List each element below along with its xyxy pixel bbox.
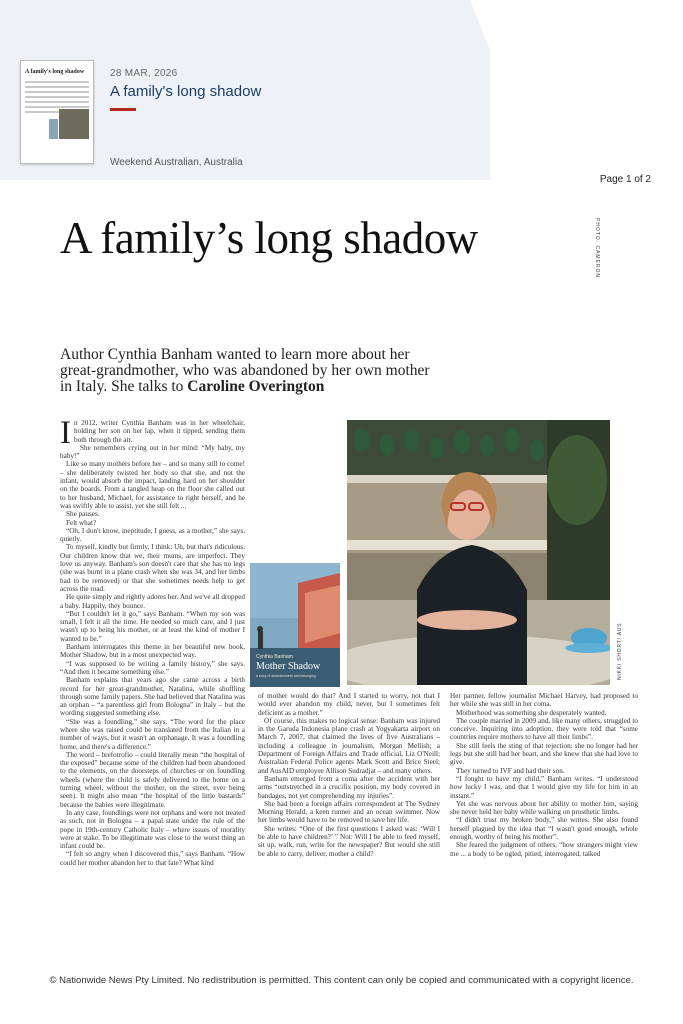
paragraph: “I didn't trust my broken body,” she writes. She also found herself plagued by the idea that “I wasn't good enough, whole enough, worthy of being his mother”.	[450, 816, 638, 842]
article-thumbnail[interactable]	[20, 60, 94, 164]
clipping-title[interactable]: A family's long shadow	[110, 83, 262, 100]
paragraph: “I fought to have my child,” Banham writes. “I understood how lucky I was, and that I would give my life for him in an instant.”	[450, 774, 638, 800]
paragraph: She feared the judgment of others, “how strangers might view me ... a body to be ogled, pitied, interrogated, talked	[450, 841, 638, 858]
paragraph: She remembers crying out in her mind: “My baby, my baby!”	[60, 443, 245, 461]
standfirst-text: Author Cynthia Banham wanted to learn more about her great-grandmother, who was abandoned by her own mother in Italy. She talks to	[60, 346, 430, 395]
paragraph: Banham emerged from a coma after the accident with her arms “outstretched in a crucifix position, my body covered in bandages, not yet comprehending my injuries”.	[258, 774, 440, 800]
byline: Caroline Overington	[187, 378, 325, 395]
paragraph: Her partner, fellow journalist Michael Harvey, had proposed to her while she was still in her coma.	[450, 692, 638, 709]
paragraph: “She was a foundling,” she says. “The word for the place where she was raised could be translated from the Italian in a number of ways, but it wasn't an orphanage. It was a foundling home, and there's a difference.”	[60, 717, 245, 751]
photo-credit-side: NIKKI SHORT/ AUS	[617, 622, 623, 680]
paragraph: Like so many mothers before her – and so many still to come! – she deliberately twisted her body so that she, and not the infant, would absorb the impact, landing hard on her shoulder on the boards. From a tangled heap on the floor she called out to her husband, Michael, for assistance to right herself, and he was swiftly able to assist, yet she still felt ...	[60, 460, 245, 510]
paragraph: She pauses.	[66, 510, 100, 519]
paragraph: He quite simply and rightly adores her. And we've all dropped a baby. Happily, they bounce.	[60, 593, 245, 610]
paragraph: She had been a foreign affairs correspondent at The Sydney Morning Herald, a keen runner and an ocean swimmer. Now her limbs would have to be removed to save her life.	[258, 799, 440, 825]
drop-cap: I	[60, 419, 71, 451]
standfirst	[60, 347, 440, 395]
book-cover	[250, 563, 340, 687]
paragraph: “But I couldn't let it go,” says Banham. “When my son was small, I felt it all the time. He needed so much care, and I just wasn't up to being his mother, or at least the kind of mother I wanted to be.”	[60, 609, 245, 643]
paragraph: Felt what?	[66, 518, 97, 527]
thumbnail-title: A family's long shadow	[25, 69, 85, 75]
paragraph: Motherhood was something she desperately wanted.	[456, 708, 607, 717]
paragraph: Of course, this makes no logical sense: Banham was injured in the Garuda Indonesia plane crash at Yogyakarta airport on March 7, 2007, that claimed the lives of five Australians – including a colleague in journalism, Morgan Mellish; a Department of Foreign Affairs and Trade official, Liz O'Neill; Australian Federal Police agents Mark Scott and Brice Steel; and AusAID employee Allison Sudradjat – and many others.	[258, 716, 440, 775]
thumbnail-book	[49, 119, 58, 139]
paragraph: n 2012, writer Cynthia Banham was in her wheelchair, holding her son on her lap, when it tipped, sending them both through the air.	[74, 419, 245, 444]
publication-date: 28 MAR, 2026	[110, 68, 178, 79]
article-headline: A family’s long shadow	[60, 213, 478, 263]
clipping-header	[0, 0, 683, 180]
header-band-shape	[0, 0, 683, 180]
paragraph: In any case, foundlings were not orphans and were not treated as such, not in Bologna – a papal state under the rule of the pope in 19th-century Catholic Italy – where issues of morality were at stake. To be illegitimate was close to the worst thing an infant could be.	[60, 808, 245, 851]
photo-credit-top: PHOTO: CAMERON	[594, 218, 600, 279]
author-photo	[347, 420, 610, 685]
paragraph: Banham explains that years ago she came across a birth record for her great-grandmother, Natalina, while shuffling through some family papers. She had believed that Natalina was an orphan – “a parentless girl from Bologna” in Italy – but the wording suggested something else.	[60, 676, 245, 718]
paragraph: The couple married in 2009 and, like many others, struggled to conceive. Inquiring into adoption, they were told that “some countries require mothers to have all their limbs”.	[450, 716, 638, 742]
paragraph: She writes: “One of the first questions I asked was: ‘Will I be able to have children?’ ” Not: Will I be able to feed myself, sit up, walk, run, write for the newspaper? But would she still be able to carry, deliver, mother a child?	[258, 824, 440, 858]
copyright-footer: © Nationwide News Pty Limited. No redistribution is permitted. This content can only be copied and communicated with a copyright licence.	[49, 975, 634, 986]
paragraph: “I was supposed to be writing a family history,” she says. “And then it became something else.”	[60, 659, 245, 676]
book-subtitle: a story of abandonment and belonging	[256, 674, 316, 678]
body-column-2	[258, 692, 440, 935]
paragraph: of mother would do that? And I started to worry, not that I would ever abandon my child, never, but I sometimes felt deficient as a mother.”	[258, 692, 440, 717]
paragraph: Banham interrogates this theme in her beautiful new book, Mother Shadow, but in a most unexpected way.	[60, 643, 245, 660]
paragraph: “I felt so angry when I discovered this,” says Banham. “How could her mother abandon her to that fate? What kind	[60, 850, 245, 867]
book-title: Mother Shadow	[256, 661, 321, 672]
paragraph: “Oh, I don't know, ineptitude, I guess, as a mother,” she says, quietly.	[60, 526, 245, 544]
accent-rule	[110, 108, 136, 111]
paragraph: The word – brefotrofio – could literally mean “the hospital of the exposed” because some of the children had been abandoned to the elements, on the doorsteps of churches or on foundling wheels (where the child is safely delivered to the home on a turning wheel, without the mother, on the street, ever being seen). It might also mean “the hospital of the little bastards” because the babies were illegitimate.	[60, 750, 245, 809]
publication-source: Weekend Australian, Australia	[110, 157, 243, 168]
body-column-3	[450, 692, 638, 935]
paragraph: Yet she was nervous about her ability to mother him, saying she never held her baby while walking on prosthetic limbs.	[450, 799, 638, 817]
paragraph: They turned to IVF and had their son.	[456, 766, 565, 775]
paragraph: To myself, kindly but firmly, I think: Uh, but that's ridiculous. Our children know that we, their mums, are imperfect. They love us anyway. Banham's son doesn't care that she has no legs (she was burnt in a plane crash when she was 34, and her limbs had to be removed) or that she sometimes needs help to get across the road.	[60, 543, 245, 593]
thumbnail-photo	[59, 109, 89, 139]
paragraph: She still feels the sting of that rejection: she no longer had her legs but she still had her heart, and she knew that she had love to give.	[450, 741, 638, 767]
book-author: Cynthia Banham	[256, 654, 293, 660]
body-column-1	[60, 419, 245, 934]
page-indicator: Page 1 of 2	[599, 174, 651, 185]
